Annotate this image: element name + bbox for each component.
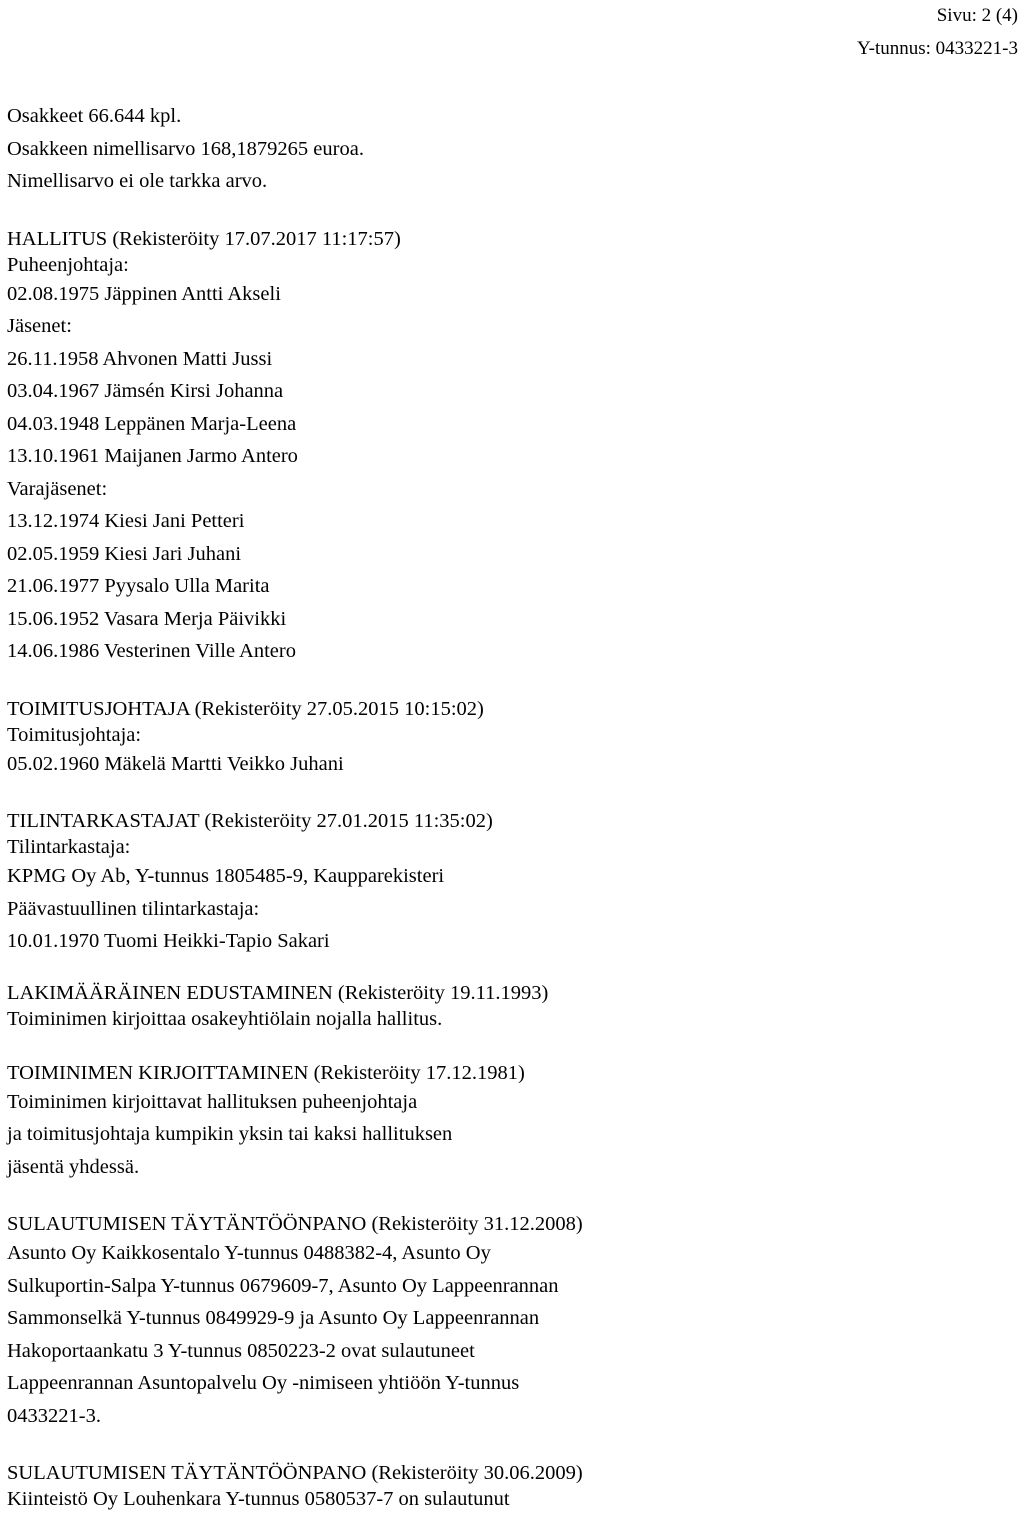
ceo-person: 05.02.1960 Mäkelä Martti Veikko Juhani xyxy=(7,752,344,775)
board-deputies-label: Varajäsenet: xyxy=(7,477,108,500)
board-deputy: 14.06.1986 Vesterinen Ville Antero xyxy=(7,640,296,662)
board-deputy: 21.06.1977 Pyysalo Ulla Marita xyxy=(7,575,270,597)
legal-representation-text: Toiminimen kirjoittaa osakeyhtiölain nojalla hallitus. xyxy=(7,1007,443,1030)
merger-2008-line: Lappeenrannan Asuntopalvelu Oy -nimiseen yhtiöön Y-tunnus xyxy=(7,1372,520,1394)
board-deputy: 02.05.1959 Kiesi Jari Juhani xyxy=(7,542,242,565)
merger-2008-heading: SULAUTUMISEN TÄYTÄNTÖÖNPANO (Rekisteröity 31.12.2008) xyxy=(7,1213,583,1235)
ceo-section xyxy=(7,696,1007,781)
merger-2008-line: Sammonselkä Y-tunnus 0849929-9 ja Asunto Oy Lappeenrannan xyxy=(7,1307,540,1329)
merger-2008-line: Hakoportaankatu 3 Y-tunnus 0850223-2 ovat sulautuneet xyxy=(7,1339,475,1362)
nominal-value-note: Nimellisarvo ei ole tarkka arvo. xyxy=(7,170,268,192)
auditors-section xyxy=(7,808,1007,958)
shares-section xyxy=(7,100,1007,198)
merger-2009-line: Kiinteistö Oy Louhenkara Y-tunnus 0580537-7 on sulautunut xyxy=(7,1488,510,1510)
signing-heading: TOIMINIMEN KIRJOITTAMINEN (Rekisteröity 17.12.1981) xyxy=(7,1061,525,1084)
page-header xyxy=(857,0,1018,65)
auditor-firm: KPMG Oy Ab, Y-tunnus 1805485-9, Kaupparekisteri xyxy=(7,865,445,887)
signing-line: jäsentä yhdessä. xyxy=(7,1155,140,1178)
page-number: Sivu: 2 (4) xyxy=(936,5,1018,26)
ceo-heading: TOIMITUSJOHTAJA (Rekisteröity 27.05.2015 10:15:02) xyxy=(7,697,484,720)
signing-line: Toiminimen kirjoittavat hallituksen puheenjohtaja xyxy=(7,1090,418,1113)
board-member: 26.11.1958 Ahvonen Matti Jussi xyxy=(7,347,273,370)
board-member: 13.10.1961 Maijanen Jarmo Antero xyxy=(7,445,298,467)
board-deputy: 15.06.1952 Vasara Merja Päivikki xyxy=(7,607,287,630)
board-chair: 02.08.1975 Jäppinen Antti Akseli xyxy=(7,282,281,305)
principal-auditor: 10.01.1970 Tuomi Heikki-Tapio Sakari xyxy=(7,930,330,952)
auditors-heading: TILINTARKASTAJAT (Rekisteröity 27.01.2015 11:35:02) xyxy=(7,810,493,832)
ceo-label: Toimitusjohtaja: xyxy=(7,723,142,746)
board-chair-label: Puheenjohtaja: xyxy=(7,253,129,276)
board-member: 03.04.1967 Jämsén Kirsi Johanna xyxy=(7,380,284,402)
board-members-label: Jäsenet: xyxy=(7,315,72,337)
legal-representation-heading: LAKIMÄÄRÄINEN EDUSTAMINEN (Rekisteröity 19.11.1993) xyxy=(7,981,549,1004)
merger-2009-heading: SULAUTUMISEN TÄYTÄNTÖÖNPANO (Rekisteröity 30.06.2009) xyxy=(7,1462,583,1484)
merger-2008-line: Asunto Oy Kaikkosentalo Y-tunnus 0488382-4, Asunto Oy xyxy=(7,1242,491,1264)
signing-section xyxy=(7,1060,1007,1184)
share-nominal-value: Osakkeen nimellisarvo 168,1879265 euroa. xyxy=(7,137,364,160)
merger-section-2009 xyxy=(7,1460,1007,1512)
merger-2008-line: 0433221-3. xyxy=(7,1404,101,1427)
board-section xyxy=(7,226,1007,668)
merger-2008-line: Sulkuportin-Salpa Y-tunnus 0679609-7, Asunto Oy Lappeenrannan xyxy=(7,1274,559,1297)
principal-auditor-label: Päävastuullinen tilintarkastaja: xyxy=(7,897,260,920)
board-member: 04.03.1948 Leppänen Marja-Leena xyxy=(7,412,297,435)
merger-section-2008 xyxy=(7,1211,1007,1432)
shares-count: Osakkeet 66.644 kpl. xyxy=(7,105,182,127)
auditor-label: Tilintarkastaja: xyxy=(7,836,131,858)
business-id: Y-tunnus: 0433221-3 xyxy=(857,37,1018,59)
board-deputy: 13.12.1974 Kiesi Jani Petteri xyxy=(7,510,245,532)
signing-line: ja toimitusjohtaja kumpikin yksin tai kaksi hallituksen xyxy=(7,1123,453,1145)
legal-representation-section xyxy=(7,980,1007,1032)
board-heading: HALLITUS (Rekisteröity 17.07.2017 11:17:57) xyxy=(7,227,401,250)
document-body xyxy=(7,100,1007,1512)
